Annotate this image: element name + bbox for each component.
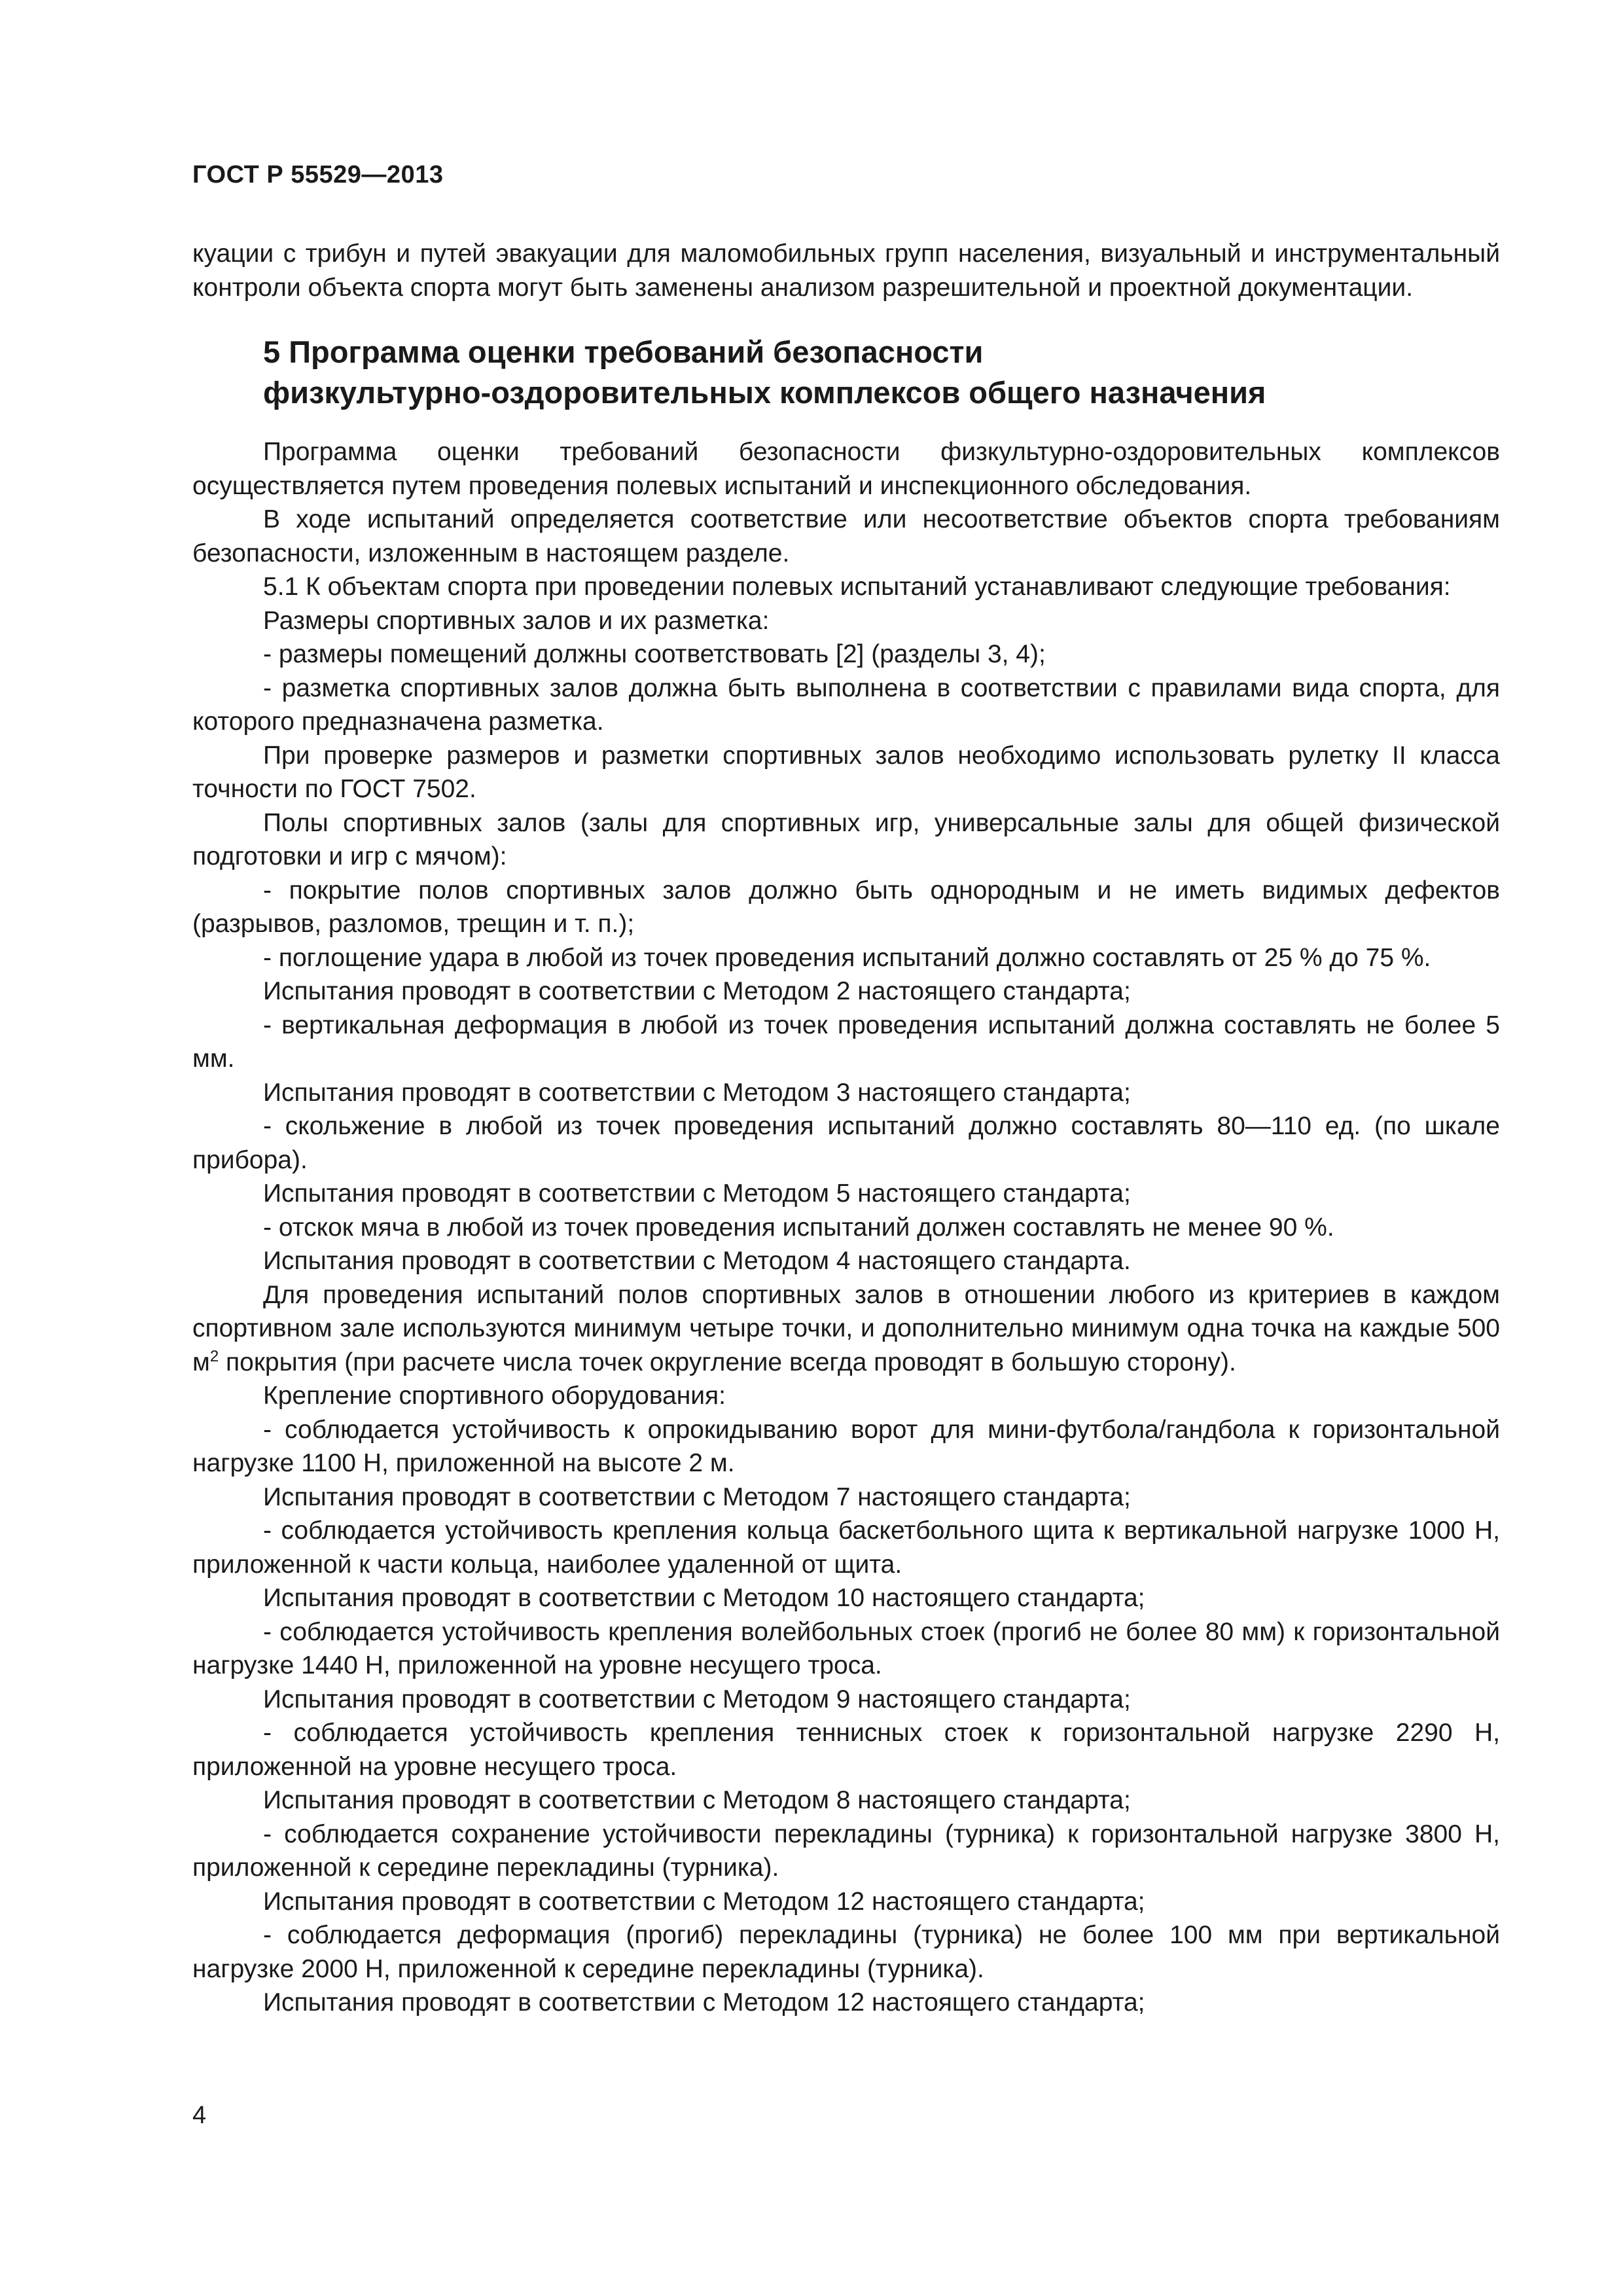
paragraph: Испытания проводят в соответствии с Методом 8 настоящего стандарта; [263, 1786, 1131, 1814]
paragraph: Полы спортивных залов (залы для спортивных игр, универсальные залы для общей физической подготовки и игр с мячом): [192, 808, 1500, 870]
superscript: 2 [209, 1347, 219, 1365]
paragraph: В ходе испытаний определяется соответствие или несоответствие объектов спорта требованиям безопасности, изложенным в настоящем разделе. [192, 505, 1500, 567]
paragraph: Испытания проводят в соответствии с Методом 2 настоящего стандарта; [263, 977, 1131, 1005]
paragraph: Испытания проводят в соответствии с Методом 9 настоящего стандарта; [263, 1685, 1131, 1713]
list-item: - соблюдается устойчивость крепления кольца баскетбольного щита к вертикальной нагрузке 1000 Н, приложенной к части кольца, наиболее удаленной от щита. [192, 1516, 1500, 1579]
paragraph: Испытания проводят в соответствии с Методом 10 настоящего стандарта; [263, 1584, 1145, 1612]
paragraph: Испытания проводят в соответствии с Методом 7 настоящего стандарта; [263, 1482, 1131, 1511]
page-body [192, 237, 1500, 2020]
area-paragraph-text-end: покрытия (при расчете числа точек округление всегда проводят в большую сторону). [219, 1348, 1236, 1376]
paragraph: Испытания проводят в соответствии с Методом 3 настоящего стандарта; [263, 1078, 1131, 1107]
paragraph: Крепление спортивного оборудования: [263, 1382, 726, 1410]
section-title [192, 332, 1500, 413]
paragraph: Испытания проводят в соответствии с Методом 4 настоящего стандарта. [263, 1247, 1131, 1275]
section-title-line-1: 5 Программа оценки требований безопасности [263, 334, 984, 369]
paragraph: Программа оценки требований безопасности физкультурно-оздоровительных комплексов осуществляется путем проведения полевых испытаний и инспекционного обследования. [192, 438, 1500, 500]
document-header: ГОСТ Р 55529—2013 [192, 161, 444, 188]
paragraph: 5.1 К объектам спорта при проведении полевых испытаний устанавливают следующие требования: [263, 573, 1451, 601]
page-number: 4 [192, 2102, 207, 2129]
list-item: - соблюдается устойчивость к опрокидыванию ворот для мини-футбола/гандбола к горизонтальной нагрузке 1100 Н, приложенной на высоте 2 м. [192, 1415, 1500, 1477]
list-item: - покрытие полов спортивных залов должно быть однородным и не иметь видимых дефектов (разрывов, разломов, трещин и т. п.); [192, 876, 1500, 938]
list-item: - соблюдается сохранение устойчивости перекладины (турника) к горизонтальной нагрузке 3800 Н, приложенной к середине перекладины (турника). [192, 1820, 1500, 1882]
list-item: - размеры помещений должны соответствовать [2] (разделы 3, 4); [263, 640, 1046, 668]
list-item: - соблюдается деформация (прогиб) перекладины (турника) не более 100 мм при вертикальной нагрузке 2000 Н, приложенной к середине перекладины (турника). [192, 1921, 1500, 1983]
list-item: - соблюдается устойчивость крепления волейбольных стоек (прогиб не более 80 мм) к горизонтальной нагрузке 1440 Н, приложенной на уровне несущего троса. [192, 1617, 1500, 1679]
list-item: - отскок мяча в любой из точек проведения испытаний должен составлять не менее 90 %. [263, 1213, 1334, 1242]
list-item: - поглощение удара в любой из точек проведения испытаний должно составлять от 25 % до 75 %. [263, 943, 1431, 972]
list-item: - соблюдается устойчивость крепления теннисных стоек к горизонтальной нагрузке 2290 Н, приложенной на уровне несущего троса. [192, 1719, 1500, 1781]
intro-paragraph: куации с трибун и путей эвакуации для маломобильных групп населения, визуальный и инструментальный контроли объекта спорта могут быть заменены анализом разрешительной и проектной документации. [192, 240, 1500, 302]
paragraph: Испытания проводят в соответствии с Методом 12 настоящего стандарта; [263, 1988, 1145, 2017]
area-paragraph [192, 1278, 1500, 1380]
paragraph: Испытания проводят в соответствии с Методом 5 настоящего стандарта; [263, 1179, 1131, 1208]
list-item: - разметка спортивных залов должна быть выполнена в соответствии с правилами вида спорта, для которого предназначена разметка. [192, 673, 1500, 736]
paragraph: Испытания проводят в соответствии с Методом 12 настоящего стандарта; [263, 1887, 1145, 1916]
paragraph: При проверке размеров и разметки спортивных залов необходимо использовать рулетку II класса точности по ГОСТ 7502. [192, 741, 1500, 803]
list-item: - вертикальная деформация в любой из точек проведения испытаний должна составлять не более 5 мм. [192, 1011, 1500, 1073]
area-paragraph-text: Для проведения испытаний полов спортивных залов в отношении любого из критериев в каждом спортивном зале используются минимум четыре точки, и дополнительно минимум одна точка на каждые 500 м [192, 1280, 1500, 1376]
list-item: - скольжение в любой из точек проведения испытаний должно составлять 80—110 ед. (по шкале прибора). [192, 1112, 1500, 1174]
section-title-line-2: физкультурно-оздоровительных комплексов общего назначения [263, 375, 1266, 410]
paragraph: Размеры спортивных залов и их разметка: [263, 606, 770, 635]
